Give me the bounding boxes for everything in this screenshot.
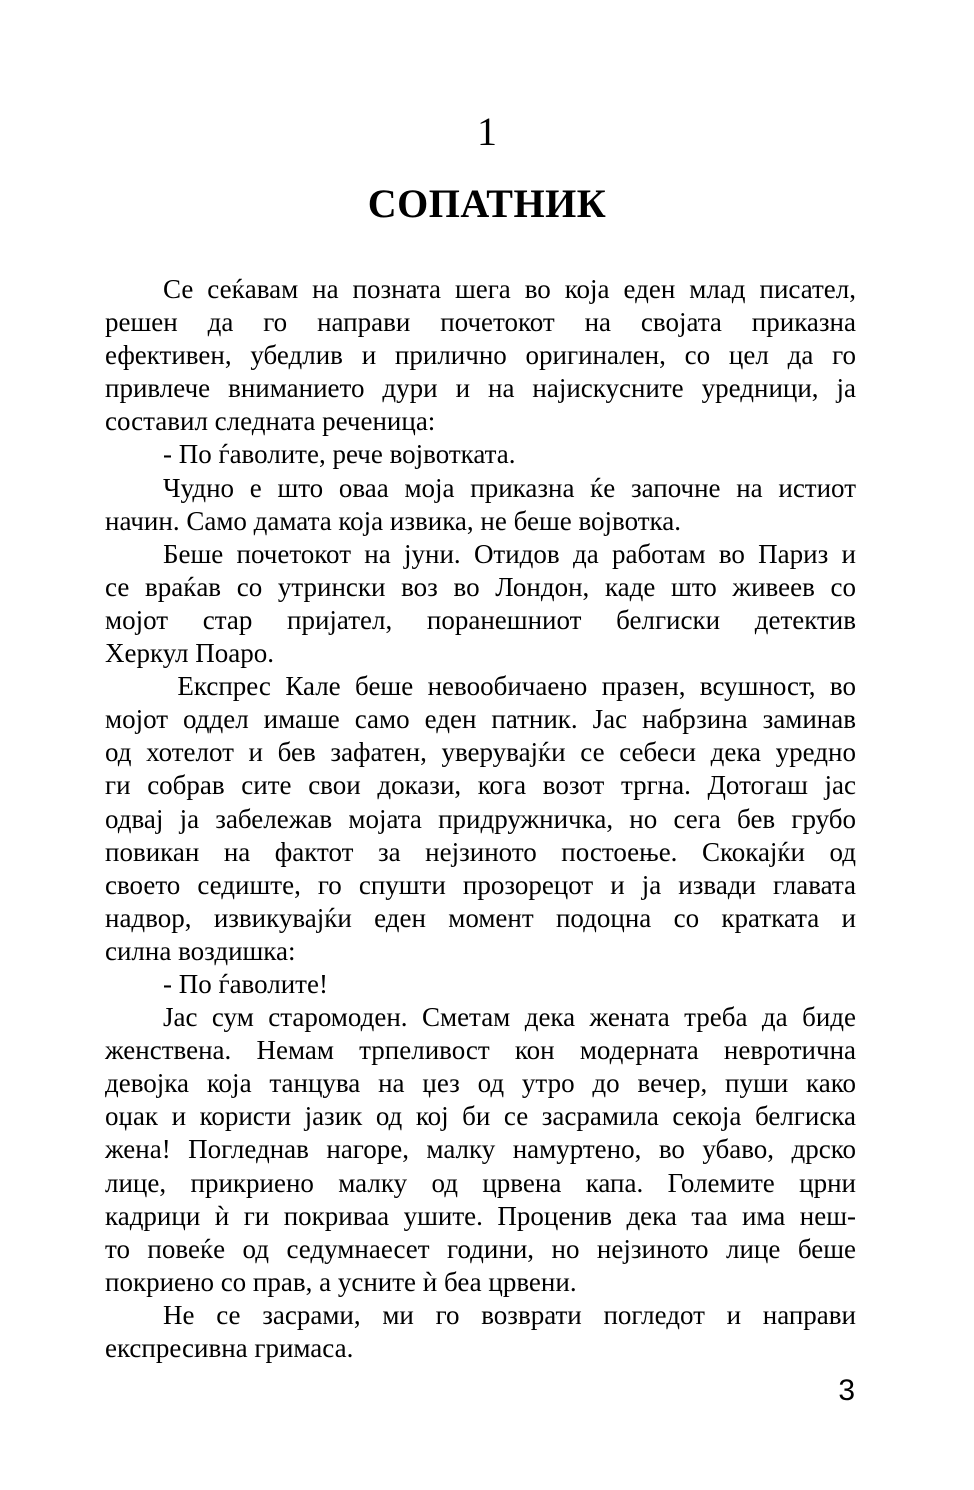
chapter-number: 1 xyxy=(477,109,497,154)
chapter-title: СОПАТНИК xyxy=(367,181,607,226)
paragraph xyxy=(105,538,856,670)
page-number: 3 xyxy=(838,1374,855,1407)
text-line: Херкул Поаро. xyxy=(105,638,274,669)
text-line: оџак и користи јазик од кој би се засрамила секоја белгиска xyxy=(105,1101,856,1132)
text-line: Чудно е што оваа моја приказна ќе започне на истиот xyxy=(163,472,856,503)
text-line: девојка која танцува на џез од утро до вечер, пуши како xyxy=(105,1068,856,1099)
paragraph xyxy=(105,968,856,1001)
text-line: то повеќе од седумнаесет години, но нејзиното лице беше xyxy=(105,1233,856,1264)
text-line: своето седиште, го спушти прозорецот и ја извади главата xyxy=(105,869,856,900)
text-line: начин. Само дамата која извика, не беше војвотка. xyxy=(105,505,682,536)
text-line: Се сеќавам на позната шега во која еден млад писател, xyxy=(163,274,856,304)
text-line: покриено со прав, а усните ѝ беа црвени. xyxy=(105,1266,577,1297)
text-line: составил следната реченица: xyxy=(105,406,436,437)
text-line: решен да го направи почетокот на својата приказна xyxy=(105,307,856,338)
text-line: ефективен, убедлив и прилично оригинален, со цел да го xyxy=(105,340,856,371)
text-line: кадрици ѝ ги покриваа ушите. Проценив дека таа има неш- xyxy=(105,1200,856,1231)
text-line: ги собрав сите свои докази, кога возот тргна. Дотогаш јас xyxy=(105,770,856,801)
text-line: од хотелот и бев зафатен, уверувајќи се себеси дека уредно xyxy=(105,737,856,768)
paragraph xyxy=(105,438,856,471)
body-text xyxy=(105,273,856,1365)
text-line: Не се засрами, ми го возврати погледот и направи xyxy=(163,1299,856,1330)
paragraph xyxy=(105,472,856,538)
text-line: повикан на фактот за нејзиното постоење. Скокајќи од xyxy=(105,836,856,867)
text-line: одвај ја забележав мојата придружничка, но сега бев грубо xyxy=(105,803,856,834)
text-line: мојот стар пријател, поранешниот белгиски детектив xyxy=(105,604,856,635)
text-line: Експрес Кале беше невообичаено празен, всушност, во xyxy=(163,671,856,702)
text-line: женствена. Немам трпеливост кон модерната невротична xyxy=(105,1035,856,1066)
paragraph xyxy=(105,1001,856,1299)
text-line: жена! Погледнав нагоре, малку намуртено, во убаво, дрско xyxy=(105,1134,856,1165)
paragraph xyxy=(105,273,856,438)
paragraph xyxy=(105,670,856,968)
text-line: експресивна гримаса. xyxy=(105,1333,354,1363)
paragraph xyxy=(105,1299,856,1365)
text-line: надвор, извикувајќи еден момент подоцна со кратката и xyxy=(105,902,856,933)
text-line: привлече вниманието дури и на најискусните уредници, ја xyxy=(105,373,856,404)
text-line: Беше почетокот на јуни. Отидов да работам во Париз и xyxy=(163,538,856,569)
text-line: - По ѓаволите, рече војвотката. xyxy=(163,439,516,470)
text-line: силна воздишка: xyxy=(105,935,296,966)
text-line: се враќав со утрински воз во Лондон, каде што живеев со xyxy=(105,571,856,602)
text-line: - По ѓаволите! xyxy=(163,968,328,999)
text-line: лице, прикриено малку од црвена капа. Големите црни xyxy=(105,1167,856,1198)
text-line: Јас сум старомоден. Сметам дека жената треба да биде xyxy=(163,1002,856,1033)
text-line: мојот оддел имаше само еден патник. Јас набрзина заминав xyxy=(105,704,856,735)
